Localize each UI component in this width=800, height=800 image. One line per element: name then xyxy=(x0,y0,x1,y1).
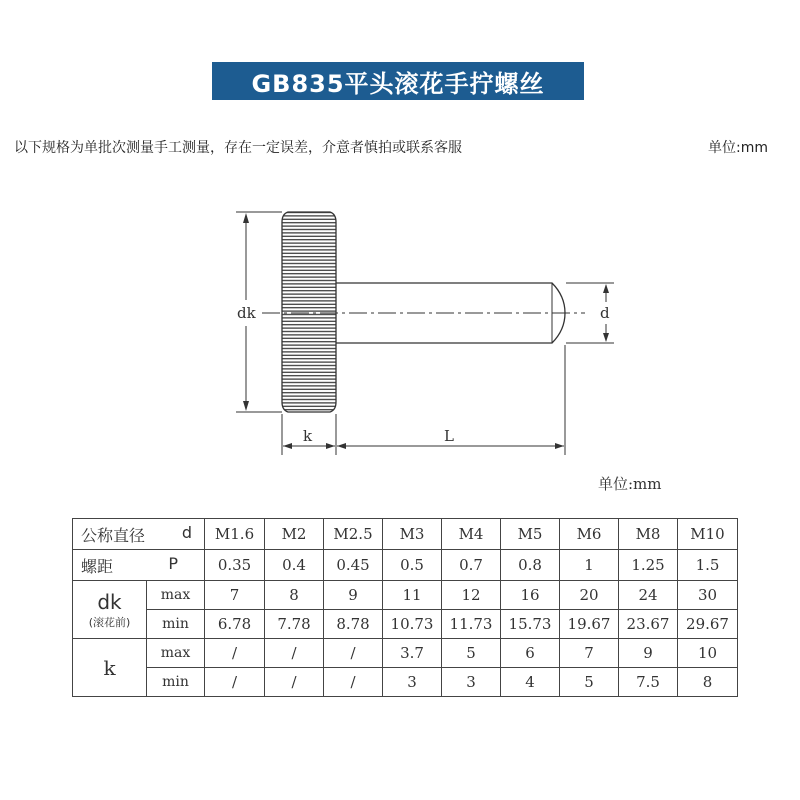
pitch-symbol: P xyxy=(168,553,179,573)
spec-table xyxy=(72,518,738,697)
dk-max-cell: 9 xyxy=(324,581,383,610)
dk-row-note: (滚花前) xyxy=(88,615,131,629)
page-title: GB835平头滚花手拧螺丝 xyxy=(251,69,545,98)
k-min-cell: 5 xyxy=(560,668,619,697)
row-dk-max xyxy=(73,581,738,610)
dk-row-label: dk xyxy=(97,589,122,614)
dk-header xyxy=(73,581,147,639)
dk-max-cell: 7 xyxy=(205,581,265,610)
dk-min-cell: 11.73 xyxy=(442,610,501,639)
dk-max-cell: 11 xyxy=(383,581,442,610)
pitch-cell: 1 xyxy=(560,550,619,581)
k-max-cell: 10 xyxy=(678,639,738,668)
dk-min-cell: 10.73 xyxy=(383,610,442,639)
size-cell: M8 xyxy=(619,519,678,550)
k-min-cell: / xyxy=(324,668,383,697)
size-cell: M4 xyxy=(442,519,501,550)
diameter-symbol: d xyxy=(181,522,193,542)
max-label: max xyxy=(147,581,205,610)
size-cell: M2.5 xyxy=(324,519,383,550)
k-max-cell: 5 xyxy=(442,639,501,668)
measurement-note: 以下规格为单批次测量手工测量，存在一定误差，介意者慎拍或联系客服 xyxy=(14,140,462,156)
row-pitch xyxy=(73,550,738,581)
dk-max-cell: 16 xyxy=(501,581,560,610)
dk-min-cell: 19.67 xyxy=(560,610,619,639)
L-label: L xyxy=(444,427,454,445)
dk-min-cell: 8.78 xyxy=(324,610,383,639)
pitch-cell: 0.7 xyxy=(442,550,501,581)
size-cell: M3 xyxy=(383,519,442,550)
k-header: k xyxy=(73,639,147,697)
diameter-label: 公称直径 xyxy=(81,525,146,545)
k-max-cell: / xyxy=(205,639,265,668)
min-label: min xyxy=(147,668,205,697)
min-label: min xyxy=(147,610,205,639)
dk-min-cell: 7.78 xyxy=(265,610,324,639)
k-min-cell: 4 xyxy=(501,668,560,697)
pitch-cell: 1.25 xyxy=(619,550,678,581)
row-dk-min xyxy=(73,610,738,639)
row-k-min xyxy=(73,668,738,697)
dk-max-cell: 12 xyxy=(442,581,501,610)
d-label: d xyxy=(600,304,610,322)
size-cell: M1.6 xyxy=(205,519,265,550)
k-max-cell: / xyxy=(265,639,324,668)
k-label: k xyxy=(303,427,313,445)
size-cell: M6 xyxy=(560,519,619,550)
pitch-cell: 0.35 xyxy=(205,550,265,581)
unit-label-drawing: 单位:mm xyxy=(598,475,662,493)
row-k-max xyxy=(73,639,738,668)
k-min-cell: 3 xyxy=(383,668,442,697)
k-min-cell: 7.5 xyxy=(619,668,678,697)
unit-label-top: 单位:mm xyxy=(708,140,768,156)
k-min-cell: / xyxy=(205,668,265,697)
dk-label: dk xyxy=(237,304,256,322)
dk-max-cell: 20 xyxy=(560,581,619,610)
k-max-cell: 7 xyxy=(560,639,619,668)
k-max-cell: 9 xyxy=(619,639,678,668)
screw-head xyxy=(282,212,336,412)
pitch-cell: 0.5 xyxy=(383,550,442,581)
size-cell: M5 xyxy=(501,519,560,550)
k-max-cell: 3.7 xyxy=(383,639,442,668)
pitch-cell: 0.45 xyxy=(324,550,383,581)
dk-max-cell: 8 xyxy=(265,581,324,610)
k-max-cell: / xyxy=(324,639,383,668)
dk-max-cell: 30 xyxy=(678,581,738,610)
size-cell: M2 xyxy=(265,519,324,550)
pitch-cell: 0.8 xyxy=(501,550,560,581)
pitch-header xyxy=(73,550,205,581)
dk-min-cell: 23.67 xyxy=(619,610,678,639)
k-min-cell: 8 xyxy=(678,668,738,697)
dk-min-cell: 15.73 xyxy=(501,610,560,639)
diameter-header xyxy=(73,519,205,550)
k-max-cell: 6 xyxy=(501,639,560,668)
row-diameter xyxy=(73,519,738,550)
pitch-cell: 1.5 xyxy=(678,550,738,581)
pitch-cell: 0.4 xyxy=(265,550,324,581)
size-cell: M10 xyxy=(678,519,738,550)
k-min-cell: / xyxy=(265,668,324,697)
dk-max-cell: 24 xyxy=(619,581,678,610)
pitch-label: 螺距 xyxy=(81,556,114,576)
k-min-cell: 3 xyxy=(442,668,501,697)
dk-min-cell: 6.78 xyxy=(205,610,265,639)
max-label: max xyxy=(147,639,205,668)
dk-min-cell: 29.67 xyxy=(678,610,738,639)
